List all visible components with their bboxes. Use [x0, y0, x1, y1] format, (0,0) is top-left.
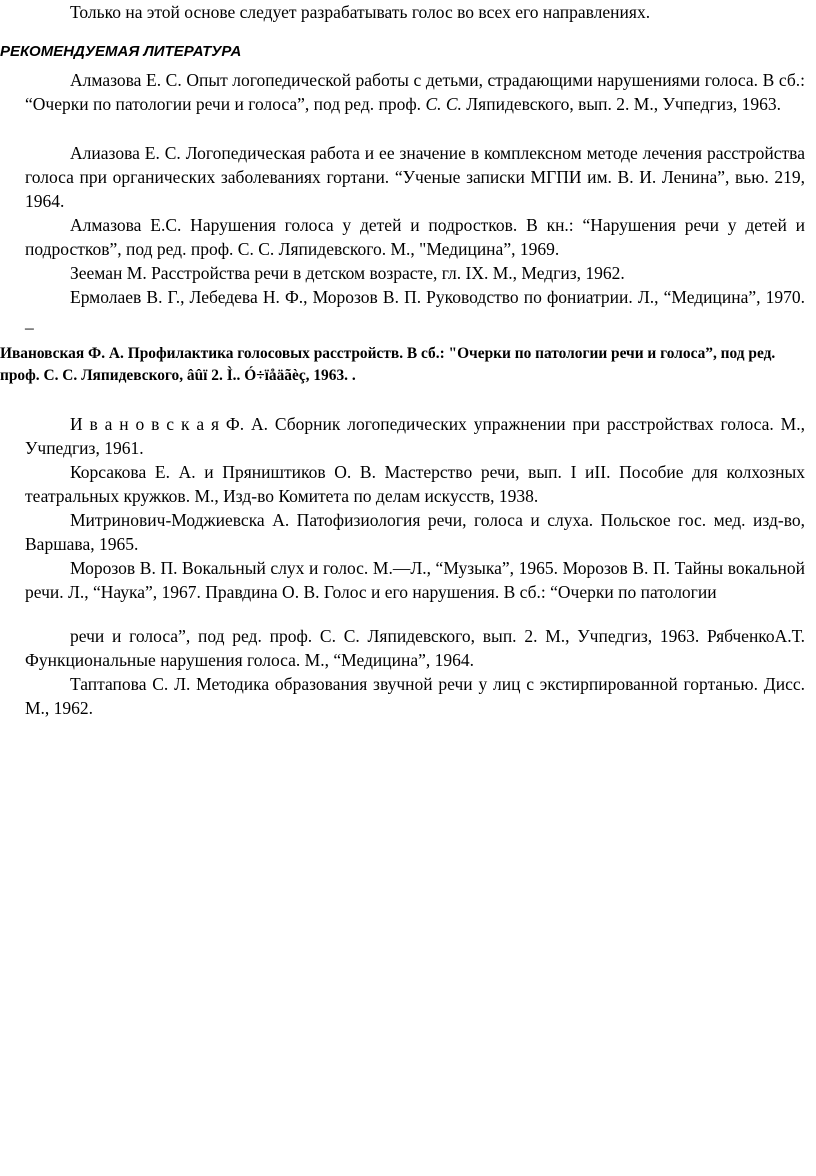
reference-mitrinovich-1965: Митринович-Моджиевска А. Патофизиология речи, голоса и слуха. Польское гос. мед. изд-во, Варшава, 1965.: [25, 510, 805, 555]
reference-ivanovskaya-1961: И в а н о в с к а я Ф. А. Сборник логопедических упражнении при расстройствах голоса. М., Учпедгиз, 1961.: [25, 414, 805, 459]
reference-aliazova-1964: Алиазова Е. С. Логопедическая работа и ее значение в комплексном методе лечения расстройства голоса при органических заболеваниях гортани. “Ученые записки МГПИ им. В. И. Ленина”, вью. 219, 1964.: [25, 143, 805, 212]
reference-ivanovskaya-bold: Ивановская Ф. А. Профилактика голосовых расстройств. В сб.: "Очерки по патологии речи и голоса”, под ред. проф. С. С. Ляпидевского, âûï 2. Ì.. Ó÷ïåäãèç, 1963. .: [0, 345, 776, 384]
intro-line: Только на этой основе следует разрабатывать голос во всех его направлениях.: [70, 2, 651, 22]
reference-almazova-1969: Алмазова Е.С. Нарушения голоса у детей и подростков. В кн.: “Нарушения речи у детей и подростков”, под ред. проф. С. С. Ляпидевского. М., "Медицина”, 1969.: [25, 215, 805, 260]
reference-text: Алмазова Е. С. Опыт логопедической работы с детьми, страдающими нарушениями голоса. В сб.: “Очерки по патологии речи и голоса”, под ред. проф.: [25, 70, 805, 115]
reference-korsakova-1938: Корсакова Е. А. и Пряништиков О. В. Мастерство речи, вып. I иII. Пособие для колхозных театральных кружков. М., Изд-во Комитета по делам искусств, 1938.: [25, 462, 805, 507]
reference-ermolaev-1970: Ермолаев В. Г., Лебедева Н. Ф., Морозов В. П. Руководство по фониатрии. Л., “Медицина”, 1970. _: [25, 287, 805, 332]
reference-text: Ляпидевского, вып. 2. М., Учпедгиз, 1963.: [461, 94, 782, 115]
reference-taptapova-1962: Таптапова С. Л. Методика образования звучной речи у лиц с экстирпированной гортанью. Дисс. М., 1962.: [25, 674, 805, 719]
reference-editor-initials: С. С.: [425, 94, 462, 115]
reference-almazova-1963: [25, 68, 805, 116]
reference-morozov-1965: Морозов В. П. Вокальный слух и голос. М.—Л., “Музыка”, 1965. Морозов В. П. Тайны вокальной речи. Л., “Наука”, 1967. Правдина О. В. Голос и его нарушения. В сб.: “Очерки по патологии: [25, 558, 805, 603]
reference-zeeman-1962: Зееман М. Расстройства речи в детском возрасте, гл. IX. М., Медгиз, 1962.: [70, 263, 625, 283]
section-heading: РЕКОМЕНДУЕМАЯ ЛИТЕРАТУРА: [0, 43, 242, 60]
reference-lyapidevsky-ryabchenko: речи и голоса”, под ред. проф. С. С. Ляпидевского, вып. 2. М., Учпедгиз, 1963. РябченкоА.Т. Функциональные нарушения голоса. М., “Медицина”, 1964.: [25, 626, 805, 671]
